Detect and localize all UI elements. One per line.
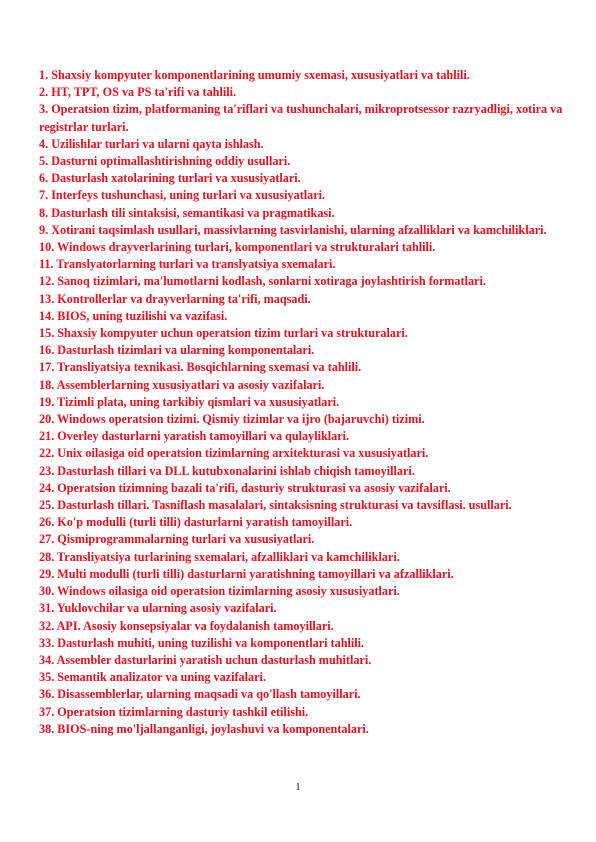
question-item: 6. Dasturlash xatolarining turlari va xususiyatlari. [39,171,301,186]
question-item: 29. Multi modulli (turli tilli) dasturlarni yaratishning tamoyillari va afzalliklari. [39,566,454,581]
question-item: 27. Qismiprogrammalarning turlari va xususiyatlari. [39,532,315,547]
question-item: 9. Xotirani taqsimlash usullari, massivlarning tasvirlanishi, ularning afzalliklari va kamchiliklari. [39,222,547,237]
question-item: 11. Translyatorlarning turlari va translyatsiya sxemalari. [39,257,336,272]
question-item: 7. Interfeys tushunchasi, uning turlari va xususiyatlari. [39,188,326,203]
question-item: 15. Shaxsiy kompyuter uchun operatsion tizim turlari va strukturalari. [39,326,408,341]
question-item: 25. Dasturlash tillari. Tasniflash masalalari, sintaksisning strukturasi va tavsiflasi. usullari. [39,498,512,513]
question-item: 33. Dasturlash muhiti, uning tuzilishi va komponentlari tahlili. [39,635,365,650]
question-item: 38. BIOS-ning mo'ljallanganligi, joylashuvi va komponentalari. [39,721,369,736]
question-item: 34. Assembler dasturlarini yaratish uchun dasturlash muhitlari. [39,652,372,667]
question-list [39,67,563,738]
question-item: 17. Transliyatsiya texnikasi. Bosqichlarning sxemasi va tahlili. [39,360,362,375]
question-item: 21. Overley dasturlarni yaratish tamoyillari va qulayliklari. [39,429,350,444]
question-item: 19. Tizimli plata, uning tarkibiy qismlari va xususiyatlari. [39,394,340,409]
question-item: 30. Windows oilasiga oid operatsion tizimlarning asosiy xususiyatlari. [39,584,400,599]
question-item: 1. Shaxsiy kompyuter komponentlarining umumiy sxemasi, xususiyatlari va tahlili. [39,68,470,82]
question-item: 4. Uzilishlar turlari va ularni qayta ishlash. [39,136,264,151]
question-item: 18. Assemblerlarning xususiyatlari va asosiy vazifalari. [39,377,325,392]
question-item: 5. Dasturni optimallashtirishning oddiy usullari. [39,154,291,169]
page-number: 1 [295,782,301,793]
question-item: 23. Dasturlash tillari va DLL kutubxonalarini ishlab chiqish tamoyillari. [39,463,415,478]
question-item: 22. Unix oilasiga oid operatsion tizimlarning arxitekturasi va xususiyatlari. [39,446,429,461]
question-item: 12. Sanoq tizimlari, ma'lumotlarni kodlash, sonlarni xotiraga joylashtirish formatlari. [39,274,486,289]
question-item: 35. Semantik analizator va uning vazifalari. [39,670,266,685]
question-item: 36. Disassemblerlar, ularning maqsadi va qo'llash tamoyillari. [39,687,361,702]
question-item: 2. HT, TPT, OS va PS ta'rifi va tahlili. [39,85,237,100]
question-item: 37. Operatsion tizimlarning dasturiy tashkil etilishi. [39,704,309,719]
question-item: 31. Yuklovchilar va ularning asosiy vazifalari. [39,601,277,616]
question-item: 10. Windows drayverlarining turlari, komponentlari va strukturalari tahlili. [39,240,436,255]
question-item: 13. Kontrollerlar va drayverlarning ta'rifi, maqsadi. [39,291,311,306]
question-item: 24. Operatsion tizimning bazali ta'rifi, dasturiy strukturasi va asosiy vazifalari. [39,480,451,495]
question-item: 16. Dasturlash tizimlari va ularning komponentalari. [39,343,315,358]
question-item: 28. Transliyatsiya turlarining sxemalari, afzalliklari va kamchiliklari. [39,549,400,564]
question-item: 14. BIOS, uning tuzilishi va vazifasi. [39,308,228,323]
question-item: 8. Dasturlash tili sintaksisi, semantikasi va pragmatikasi. [39,205,335,220]
question-list-container [39,67,563,738]
question-item: 32. API. Asosiy konsepsiyalar va foydalanish tamoyillari. [39,618,334,633]
question-item: 3. Operatsion tizim, platformaning ta'riflari va tushunchalari, mikroprotsessor razryadligi, xotira va registrlar turlari. [39,102,563,134]
question-item: 20. Windows operatsion tizimi. Qismiy tizimlar va ijro (bajaruvchi) tizimi. [39,412,425,427]
question-item: 26. Ko'p modulli (turli tilli) dasturlarni yaratish tamoyillari. [39,515,353,530]
